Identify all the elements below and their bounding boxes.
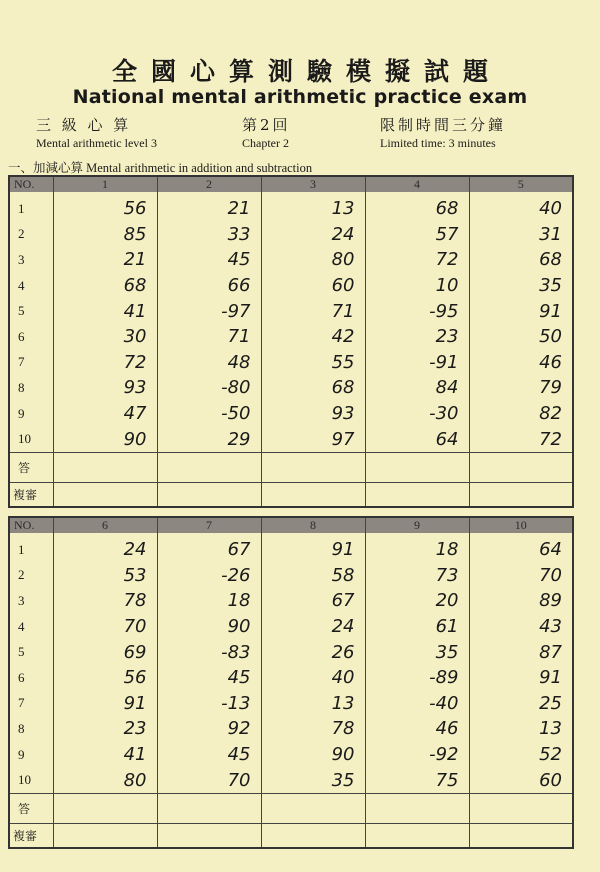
row-number: 6: [18, 328, 25, 344]
level-info: [36, 114, 157, 151]
number-cell: 24: [53, 533, 157, 563]
row-number: 5: [18, 644, 25, 660]
number-cell: 72: [53, 350, 157, 376]
number-cell: 66: [157, 273, 261, 299]
column-header: 4: [365, 176, 469, 192]
number-cell: 24: [261, 222, 365, 248]
chapter-label-english: Chapter 2: [242, 136, 289, 150]
number-cell: 57: [365, 222, 469, 248]
level-label-english: Mental arithmetic level 3: [36, 136, 157, 150]
number-cell: 60: [261, 273, 365, 299]
number-cell: 21: [53, 247, 157, 273]
number-cell: 93: [53, 375, 157, 401]
number-cell: 18: [157, 588, 261, 614]
time-limit-chinese: 限制時間三分鐘: [380, 116, 507, 134]
number-cell: 56: [53, 665, 157, 691]
answer-cell[interactable]: [53, 793, 157, 823]
number-cell: -83: [157, 639, 261, 665]
review-row: [9, 482, 573, 507]
number-cell: 24: [261, 614, 365, 640]
table-row: [9, 222, 573, 248]
number-cell: 68: [53, 273, 157, 299]
number-cell: 68: [261, 375, 365, 401]
number-cell: 64: [365, 426, 469, 452]
number-cell: -91: [365, 350, 469, 376]
number-cell: 45: [157, 247, 261, 273]
number-cell: 85: [53, 222, 157, 248]
number-cell: 71: [157, 324, 261, 350]
column-header: 5: [469, 176, 573, 192]
table-row: [9, 588, 573, 614]
column-header: 2: [157, 176, 261, 192]
page-title-english: National mental arithmetic practice exam: [72, 86, 528, 108]
number-cell: 13: [261, 192, 365, 222]
number-cell: 64: [469, 533, 573, 563]
row-number: 1: [18, 200, 25, 216]
number-cell: 18: [365, 533, 469, 563]
answer-cell[interactable]: [53, 452, 157, 482]
table-row: [9, 691, 573, 717]
number-cell: 10: [365, 273, 469, 299]
table-row: [9, 426, 573, 452]
table-row: [9, 716, 573, 742]
number-cell: 13: [261, 691, 365, 717]
number-cell: 71: [261, 298, 365, 324]
row-number: 5: [18, 303, 25, 319]
number-cell: 48: [157, 350, 261, 376]
table-row: [9, 350, 573, 376]
number-cell: 40: [261, 665, 365, 691]
number-cell: 50: [469, 324, 573, 350]
page-title-chinese: 全國心算測驗模擬試題: [111, 57, 502, 86]
column-header: 9: [365, 517, 469, 533]
answer-row: [9, 793, 573, 823]
table-row: [9, 533, 573, 563]
column-header: 1: [53, 176, 157, 192]
table-row: [9, 324, 573, 350]
row-number: 8: [18, 720, 25, 736]
level-label-chinese: 三 級 心 算: [36, 116, 132, 134]
table-row: [9, 665, 573, 691]
number-cell: 42: [261, 324, 365, 350]
number-cell: 70: [53, 614, 157, 640]
problem-table-1-5: [8, 175, 574, 508]
row-number: 3: [18, 592, 25, 608]
row-number: 7: [18, 695, 25, 711]
number-cell: 23: [365, 324, 469, 350]
number-cell: -80: [157, 375, 261, 401]
number-cell: -92: [365, 742, 469, 768]
table-row: [9, 247, 573, 273]
number-cell: -40: [365, 691, 469, 717]
review-cell[interactable]: [157, 823, 261, 848]
answer-cell[interactable]: [261, 793, 365, 823]
number-cell: 46: [469, 350, 573, 376]
number-cell: 30: [53, 324, 157, 350]
number-cell: 21: [157, 192, 261, 222]
number-cell: 13: [469, 716, 573, 742]
number-cell: 41: [53, 298, 157, 324]
number-cell: 23: [53, 716, 157, 742]
answer-cell[interactable]: [157, 793, 261, 823]
review-cell[interactable]: [261, 482, 365, 507]
review-row: [9, 823, 573, 848]
column-header: NO.: [9, 517, 53, 533]
column-header: 3: [261, 176, 365, 192]
number-cell: 61: [365, 614, 469, 640]
table-header-row: [9, 176, 573, 192]
number-cell: 78: [53, 588, 157, 614]
column-header: NO.: [9, 176, 53, 192]
number-cell: 80: [261, 247, 365, 273]
row-number: 10: [18, 431, 31, 447]
number-cell: 91: [261, 533, 365, 563]
number-cell: 31: [469, 222, 573, 248]
time-limit-english: Limited time: 3 minutes: [380, 136, 496, 150]
number-cell: 53: [53, 563, 157, 589]
number-cell: 70: [469, 563, 573, 589]
answer-label: 答: [9, 793, 53, 823]
table-row: [9, 639, 573, 665]
answer-row: [9, 452, 573, 482]
answer-cell[interactable]: [157, 452, 261, 482]
table-row: [9, 273, 573, 299]
section-heading: 一、加減心算 Mental arithmetic in addition and subtraction: [8, 161, 313, 175]
table-row: [9, 192, 573, 222]
number-cell: 87: [469, 639, 573, 665]
chapter-info: [242, 114, 291, 151]
number-cell: 35: [469, 273, 573, 299]
review-cell[interactable]: [365, 482, 469, 507]
number-cell: 89: [469, 588, 573, 614]
problem-table-6-10: [8, 516, 574, 849]
number-cell: 29: [157, 426, 261, 452]
number-cell: 68: [469, 247, 573, 273]
number-cell: -50: [157, 401, 261, 427]
row-number: 7: [18, 354, 25, 370]
number-cell: 91: [469, 665, 573, 691]
table-row: [9, 375, 573, 401]
number-cell: -97: [157, 298, 261, 324]
number-cell: -89: [365, 665, 469, 691]
number-cell: 35: [365, 639, 469, 665]
number-cell: 69: [53, 639, 157, 665]
table-row: [9, 298, 573, 324]
number-cell: 67: [157, 533, 261, 563]
number-cell: 72: [469, 426, 573, 452]
number-cell: 72: [365, 247, 469, 273]
review-cell[interactable]: [53, 823, 157, 848]
number-cell: 67: [261, 588, 365, 614]
number-cell: -95: [365, 298, 469, 324]
number-cell: 90: [261, 742, 365, 768]
number-cell: 93: [261, 401, 365, 427]
number-cell: 68: [365, 192, 469, 222]
number-cell: 73: [365, 563, 469, 589]
number-cell: 70: [157, 767, 261, 793]
column-header: 6: [53, 517, 157, 533]
column-header: 8: [261, 517, 365, 533]
review-cell[interactable]: [469, 482, 573, 507]
answer-cell[interactable]: [365, 793, 469, 823]
column-header: 7: [157, 517, 261, 533]
table-row: [9, 401, 573, 427]
row-number: 2: [18, 567, 25, 583]
number-cell: 25: [469, 691, 573, 717]
number-cell: 47: [53, 401, 157, 427]
number-cell: 58: [261, 563, 365, 589]
number-cell: 75: [365, 767, 469, 793]
number-cell: 46: [365, 716, 469, 742]
number-cell: 90: [53, 426, 157, 452]
review-cell[interactable]: [53, 482, 157, 507]
answer-cell[interactable]: [261, 452, 365, 482]
review-cell[interactable]: [469, 823, 573, 848]
row-number: 1: [18, 541, 25, 557]
row-number: 6: [18, 669, 25, 685]
row-number: 2: [18, 226, 25, 242]
review-cell[interactable]: [365, 823, 469, 848]
number-cell: 40: [469, 192, 573, 222]
number-cell: 45: [157, 742, 261, 768]
review-label: 複審: [9, 823, 53, 848]
row-number: 8: [18, 379, 25, 395]
number-cell: 52: [469, 742, 573, 768]
number-cell: 43: [469, 614, 573, 640]
answer-cell[interactable]: [469, 452, 573, 482]
answer-cell[interactable]: [365, 452, 469, 482]
table-row: [9, 767, 573, 793]
column-header: 10: [469, 517, 573, 533]
number-cell: 60: [469, 767, 573, 793]
number-cell: -13: [157, 691, 261, 717]
time-limit-info: [380, 114, 506, 151]
number-cell: 56: [53, 192, 157, 222]
table-row: [9, 742, 573, 768]
row-number: 10: [18, 772, 31, 788]
number-cell: 41: [53, 742, 157, 768]
review-label: 複審: [9, 482, 53, 507]
review-cell[interactable]: [261, 823, 365, 848]
table-row: [9, 563, 573, 589]
row-number: 3: [18, 251, 25, 267]
number-cell: 26: [261, 639, 365, 665]
table-header-row: [9, 517, 573, 533]
answer-cell[interactable]: [469, 793, 573, 823]
row-number: 9: [18, 405, 25, 421]
number-cell: 91: [53, 691, 157, 717]
number-cell: 90: [157, 614, 261, 640]
number-cell: 33: [157, 222, 261, 248]
number-cell: 45: [157, 665, 261, 691]
review-cell[interactable]: [157, 482, 261, 507]
number-cell: 79: [469, 375, 573, 401]
number-cell: 20: [365, 588, 469, 614]
number-cell: -30: [365, 401, 469, 427]
answer-label: 答: [9, 452, 53, 482]
row-number: 4: [18, 618, 25, 634]
number-cell: 97: [261, 426, 365, 452]
number-cell: 91: [469, 298, 573, 324]
chapter-label-chinese: 第2回: [242, 116, 291, 134]
number-cell: 82: [469, 401, 573, 427]
table-row: [9, 614, 573, 640]
number-cell: 35: [261, 767, 365, 793]
number-cell: 80: [53, 767, 157, 793]
number-cell: -26: [157, 563, 261, 589]
row-number: 9: [18, 746, 25, 762]
number-cell: 55: [261, 350, 365, 376]
row-number: 4: [18, 277, 25, 293]
number-cell: 84: [365, 375, 469, 401]
number-cell: 78: [261, 716, 365, 742]
number-cell: 92: [157, 716, 261, 742]
